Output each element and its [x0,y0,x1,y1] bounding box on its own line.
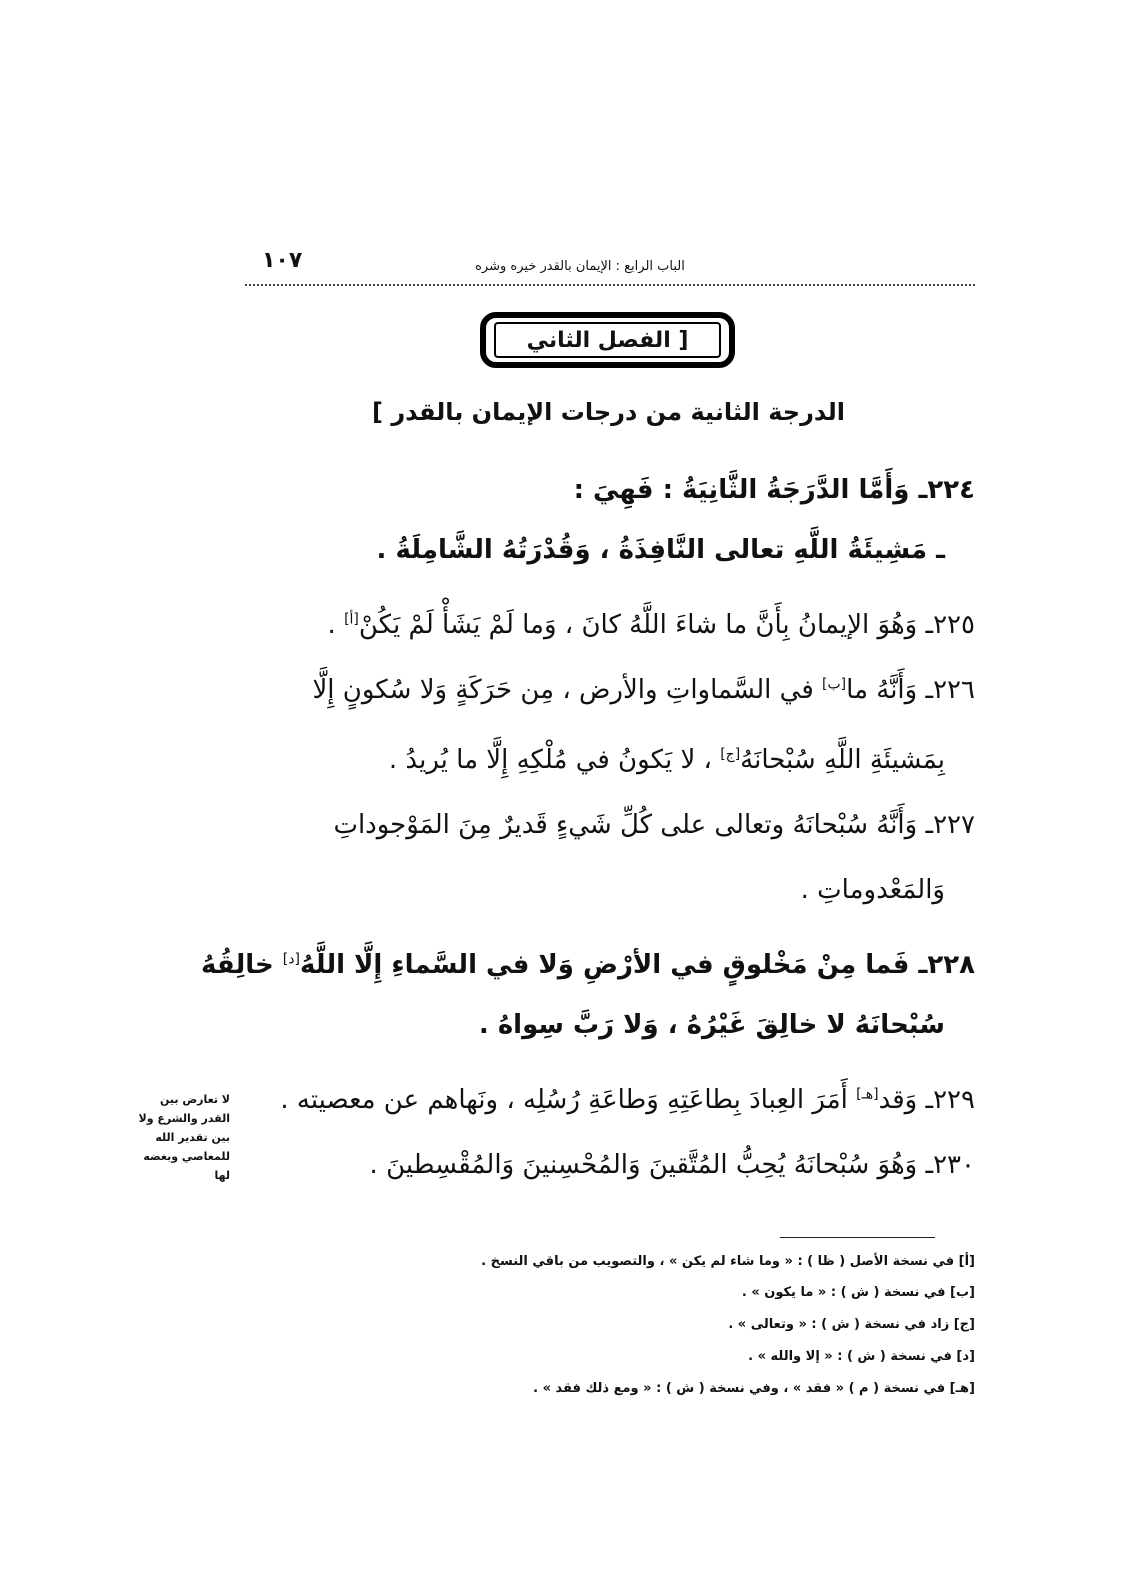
paragraph-227-line: ٢٢٧ـ وَأَنَّهُ سُبْحانَهُ وتعالى على كُلِّ شَيءٍ قَديرٌ مِنَ المَوْجوداتِ [333,810,975,840]
paragraph-text: بِمَشيئَةِ اللَّهِ سُبْحانَهُ [740,745,945,775]
chapter-title: [ الفصل الثاني [494,322,721,358]
margin-note-line: لها [214,1169,230,1182]
paragraph-text: ، لا يَكونُ في مُلْكِهِ إِلَّا ما يُريدُ . [388,745,721,775]
paragraph-text: ٢٢٦ـ وَأَنَّهُ ما [846,675,975,705]
paragraph-text: ٢٢٩ـ وَقد [878,1085,975,1115]
paragraph-229-line [215,1080,975,1120]
paragraph-227-continuation: وَالمَعْدوماتِ . [800,875,945,905]
footnote-marker: [ج] [720,746,741,763]
paragraph-text: . [327,610,345,640]
footnote-c: [ج] زاد في نسخة ( ش ) : « وتعالى » . [728,1317,975,1332]
paragraph-text: خالِقُهُ [200,950,283,980]
footnote-marker: [د] [282,951,300,968]
margin-note-line: القدر والشرع ولا [138,1112,230,1125]
page-number: ١٠٧ [262,248,303,273]
header-divider [245,284,975,286]
footnote-e: [هـ] في نسخة ( م ) « فقد » ، وفي نسخة ( ش ) : « ومع ذلك فقد » . [533,1381,975,1396]
chapter-title-box [480,312,735,368]
footnote-marker: [هـ] [856,1086,879,1103]
paragraph-text: أَمَرَ العِبادَ بِطاعَتِهِ وَطاعَةِ رُسُلِه ، ونَهاهم عن معصيته . [280,1085,857,1115]
paragraph-224-continuation: ـ مَشِيئَةُ اللَّهِ تعالى النَّافِذَةُ ، وَقُدْرَتُهُ الشَّامِلَةُ . [376,535,945,565]
margin-note-line: بين تقدير الله [155,1131,230,1144]
footnote-separator [780,1237,935,1238]
paragraph-226-continuation [185,740,945,780]
paragraph-225-line [215,605,975,645]
paragraph-text: في السَّماواتِ والأرض ، مِن حَرَكَةٍ وَلا سُكونٍ إِلَّا [312,675,823,705]
paragraph-228-line [200,945,975,985]
footnote-marker: [أ] [344,611,359,628]
paragraph-text: ٢٢٥ـ وَهُوَ الإيمانُ بِأَنَّ ما شاءَ اللَّهُ كانَ ، وَما لَمْ يَشَأْ لَمْ يَكُنْ [358,610,975,640]
running-title: الباب الرابع : الإيمان بالقدر خيره وشره [475,259,685,274]
paragraph-226-line [215,670,975,710]
paragraph-230-line: ٢٣٠ـ وَهُوَ سُبْحانَهُ يُحِبُّ المُتَّقينَ وَالمُحْسِنينَ وَالمُقْسِطينَ . [369,1150,975,1180]
margin-note [128,1090,230,1185]
footnote-marker: [ب] [822,676,847,693]
paragraph-228-continuation: سُبْحانَهُ لا خالِقَ غَيْرُهُ ، وَلا رَبَّ سِواهُ . [478,1010,945,1040]
paragraph-text: ٢٢٨ـ فَما مِنْ مَخْلوقٍ في الأرْضِ وَلا في السَّماءِ إِلَّا اللَّهُ [299,950,975,980]
footnote-a: [أ] في نسخة الأصل ( ظا ) : « وما شاء لم يكن » ، والتصويب من باقي النسخ . [481,1254,975,1269]
margin-note-line: للمعاصي وبغضه [143,1150,230,1163]
margin-note-line: لا تعارض بين [160,1093,230,1106]
footnote-b: [ب] في نسخة ( ش ) : « ما يكون » . [741,1285,975,1300]
section-subheading: الدرجة الثانية من درجات الإيمان بالقدر ] [372,398,845,426]
paragraph-224-line: ٢٢٤ـ وَأَمَّا الدَّرَجَةُ الثَّانِيَةُ : فَهِيَ : [573,475,975,505]
footnote-d: [د] في نسخة ( ش ) : « إلا والله » . [748,1349,975,1364]
